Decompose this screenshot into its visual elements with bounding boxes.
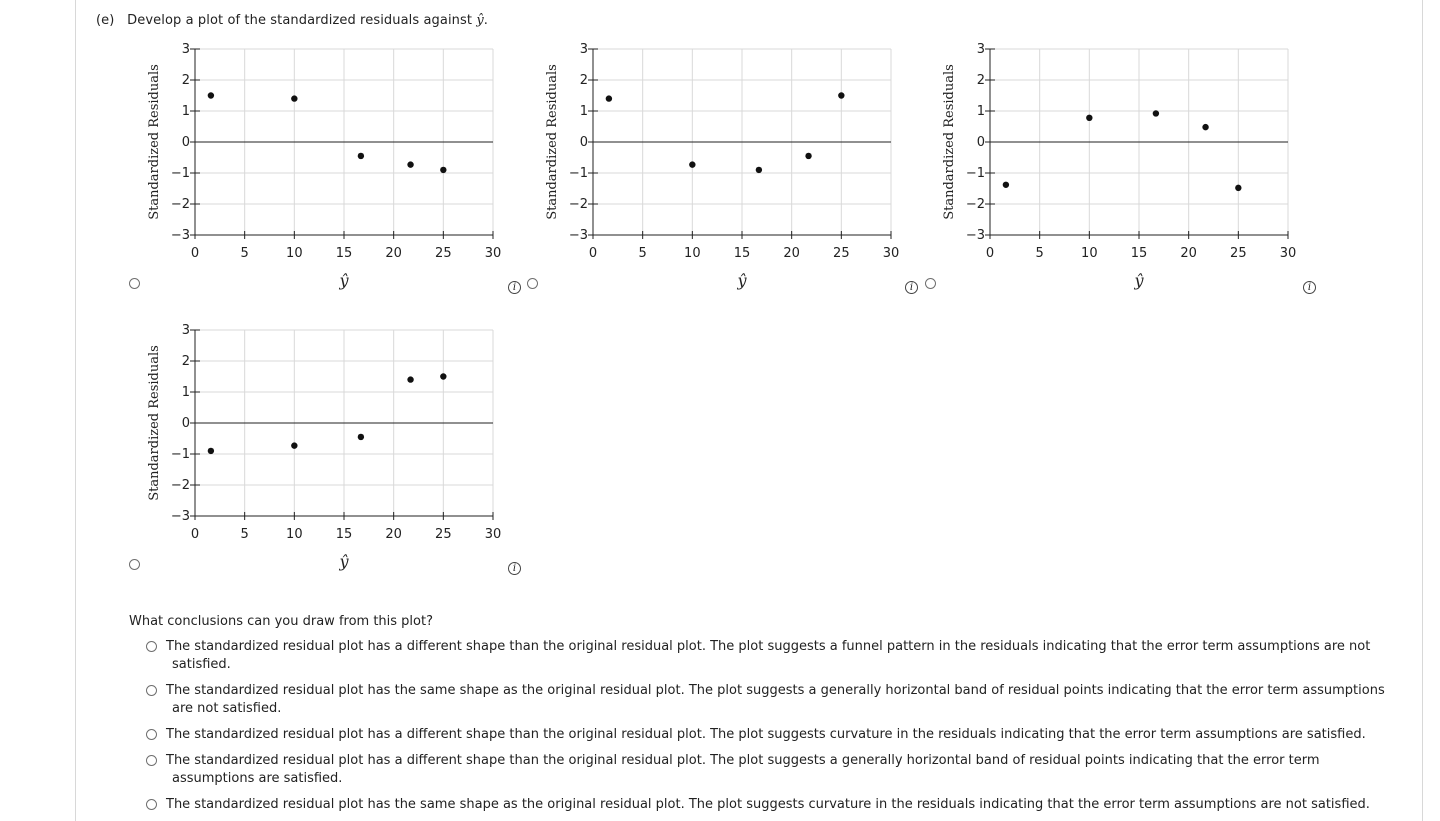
x-tick-label: 15 [335,246,353,261]
part-e-prompt [96,13,488,28]
scatter-point [1086,115,1092,121]
scatter-point [440,167,446,173]
x-tick-label: 10 [286,246,303,261]
scatter-point [606,95,612,101]
conclusion-option-1-text: The standardized residual plot has a different shape than the original residual plot. The plot suggests a funnel pattern in the residuals indicating that the error term assumptions are not [166,639,1371,654]
x-tick-label: 0 [588,246,598,261]
plot-option-1-info-icon[interactable]: i [508,281,521,294]
scatter-point [407,376,413,382]
y-tick-label: 2 [579,73,588,88]
y-tick-label: 1 [181,104,190,119]
x-tick-label: 30 [882,246,900,261]
x-tick-label: 20 [1180,246,1197,261]
y-tick-label: −1 [965,166,985,181]
conclusion-option-3-radio[interactable] [146,729,157,740]
y-tick-label: 3 [181,42,190,57]
conclusion-option-5-radio[interactable] [146,799,157,810]
x-axis-title: ŷ [339,552,349,571]
x-tick-label: 15 [733,246,751,261]
scatter-point [1153,110,1159,116]
y-tick-label: 1 [976,104,985,119]
conclusion-option-2-radio[interactable] [146,685,157,696]
plot-option-2-info-icon[interactable]: i [905,281,918,294]
conclusion-option-1-radio[interactable] [146,641,157,652]
scatter-point [358,434,364,440]
x-tick-label: 25 [435,527,452,542]
plot-option-4-info-icon[interactable]: i [508,562,521,575]
scatter-point [1003,182,1009,188]
conclusion-option-2[interactable] [146,682,1396,718]
scatter-point [208,92,214,98]
y-axis-title: Standardized Residuals [147,345,162,501]
y-tick-label: −2 [170,197,190,212]
x-tick-label: 25 [833,246,850,261]
y-tick-label: 2 [181,73,190,88]
y-tick-label: −2 [568,197,588,212]
x-axis-title: ŷ [1134,271,1144,290]
scatter-point [291,442,297,448]
y-tick-label: −3 [170,228,190,243]
plot-option-2-chart [538,38,908,288]
x-tick-label: 25 [435,246,452,261]
conclusion-option-2-text: The standardized residual plot has the same shape as the original residual plot. The plot suggests a generally horizontal band of residual points indicating that the error term assumptions [166,683,1385,698]
scatter-point [1202,124,1208,130]
plot-option-3-chart [935,38,1305,288]
conclusion-option-4-text: The standardized residual plot has a different shape than the original residual plot. The plot suggests a generally horizontal band of residual points indicating that the error term [166,753,1320,768]
conclusion-option-4-text-cont: assumptions are satisfied. [172,771,343,786]
x-tick-label: 30 [1279,246,1297,261]
x-tick-label: 15 [335,527,353,542]
conclusion-option-1[interactable] [146,638,1396,674]
x-tick-label: 0 [190,527,200,542]
plot-option-3-info-icon[interactable]: i [1303,281,1316,294]
y-tick-label: −1 [170,166,190,181]
y-tick-label: 2 [976,73,985,88]
scatter-point [208,448,214,454]
x-tick-label: 20 [783,246,800,261]
y-tick-label: 0 [976,135,985,150]
plot-option-1-chart [140,38,510,288]
x-tick-label: 30 [484,246,502,261]
y-tick-label: 0 [181,135,190,150]
x-tick-label: 0 [190,246,200,261]
yhat-symbol: ŷ [476,13,484,28]
x-tick-label: 0 [985,246,995,261]
y-tick-label: 2 [181,354,190,369]
x-tick-label: 15 [1130,246,1148,261]
y-axis-title: Standardized Residuals [147,64,162,220]
x-axis-title: ŷ [737,271,747,290]
scatter-point [358,153,364,159]
y-axis-title: Standardized Residuals [942,64,957,220]
x-tick-label: 25 [1230,246,1247,261]
x-tick-label: 30 [484,527,502,542]
plot-option-1-radio[interactable] [129,278,140,289]
scatter-point [756,167,762,173]
part-prompt-text: Develop a plot of the standardized residuals against [127,13,473,28]
conclusion-option-5[interactable] [146,796,1396,814]
x-tick-label: 5 [240,527,249,542]
y-tick-label: 1 [579,104,588,119]
x-tick-label: 20 [385,246,402,261]
y-tick-label: 3 [976,42,985,57]
x-tick-label: 10 [1081,246,1098,261]
x-tick-label: 5 [1035,246,1044,261]
conclusion-option-1-text-cont: satisfied. [172,657,231,672]
x-tick-label: 5 [240,246,249,261]
part-label: (e) [96,13,115,28]
conclusion-question: What conclusions can you draw from this plot? [129,614,433,629]
scatter-point [291,95,297,101]
y-tick-label: −3 [170,509,190,524]
scatter-point [440,373,446,379]
x-tick-label: 10 [684,246,701,261]
y-tick-label: 0 [579,135,588,150]
x-tick-label: 20 [385,527,402,542]
y-axis-title: Standardized Residuals [545,64,560,220]
conclusion-option-4-radio[interactable] [146,755,157,766]
scatter-point [838,92,844,98]
plot-option-2-radio[interactable] [527,278,538,289]
conclusion-option-5-text: The standardized residual plot has the same shape as the original residual plot. The plot suggests curvature in the residuals indicating that the error term assumptions are not satisfied. [166,797,1370,812]
conclusion-option-3[interactable] [146,726,1396,744]
x-tick-label: 10 [286,527,303,542]
conclusion-option-3-text: The standardized residual plot has a different shape than the original residual plot. The plot suggests curvature in the residuals indicating that the error term assumptions are satisfied. [166,727,1366,742]
y-tick-label: 1 [181,385,190,400]
conclusion-option-2-text-cont: are not satisfied. [172,701,282,716]
scatter-point [407,161,413,167]
y-tick-label: −2 [965,197,985,212]
x-tick-label: 5 [638,246,647,261]
scatter-point [1235,185,1241,191]
y-tick-label: −3 [568,228,588,243]
scatter-point [805,153,811,159]
prompt-period: . [483,13,489,28]
y-tick-label: 0 [181,416,190,431]
y-tick-label: −1 [568,166,588,181]
conclusion-option-4[interactable] [146,752,1396,788]
scatter-point [689,161,695,167]
y-tick-label: −1 [170,447,190,462]
y-tick-label: 3 [181,323,190,338]
plot-option-4-radio[interactable] [129,559,140,570]
y-tick-label: −3 [965,228,985,243]
x-axis-title: ŷ [339,271,349,290]
y-tick-label: −2 [170,478,190,493]
plot-option-4-chart [140,319,510,569]
y-tick-label: 3 [579,42,588,57]
